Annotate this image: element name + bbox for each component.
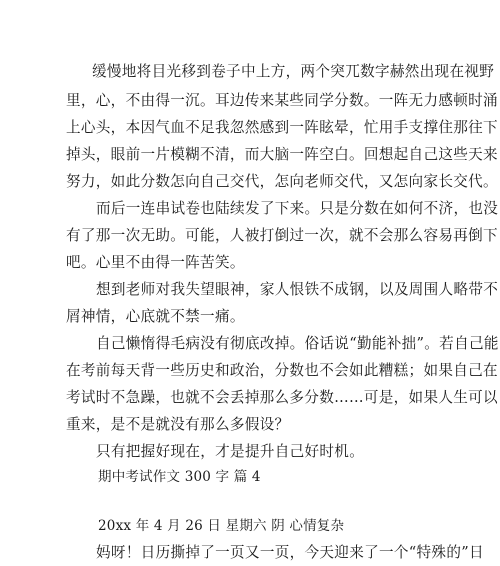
paragraph-line: 吧。心里不由得一阵苦笑。 xyxy=(66,254,245,271)
paragraph-line: 努力，如此分数怎向自己交代，怎向老师交代，又怎向家长交代。 xyxy=(66,173,498,190)
paragraph-line: 自己懒惰得毛病没有彻底改掉。俗话说“勤能补拙”。若自己能 xyxy=(96,335,499,352)
paragraph-line: 掉头，眼前一片模糊不清，而大脑一阵空白。回想起自己这些天来 xyxy=(66,146,498,163)
paragraph-line: 而后一连串试卷也陆续发了下来。只是分数在如何不济，也没 xyxy=(96,200,499,217)
paragraph-line: 缓慢地将目光移到卷子中上方，两个突兀数字赫然出现在视野 xyxy=(92,63,495,80)
paragraph-line: 想到老师对我失望眼神，家人恨铁不成钢，以及周围人略带不 xyxy=(96,281,499,298)
paragraph-line: 上心头，本因气血不足我忽然感到一阵眩晕，忙用手支撑住那往下 xyxy=(66,119,498,136)
date-line: 20xx 年 4 月 26 日 星期六 阴 心情复杂 xyxy=(98,518,345,534)
paragraph-line: 里，心，不由得一沉。耳边传来某些同学分数。一阵无力感顿时涌 xyxy=(66,92,498,109)
paragraph-line: 妈呀！日历撕掉了一页又一页，今天迎来了一个“特殊的”日 xyxy=(96,544,484,561)
paragraph-line: 有了那一次无助。可能，人被打倒过一次，就不会那么容易再倒下 xyxy=(66,227,498,244)
paragraph-line: 在考前每天背一些历史和政治，分数也不会如此糟糕；如果自己在 xyxy=(66,362,498,379)
paragraph-line: 重来，是不是就没有那么多假设？ xyxy=(66,416,290,433)
paragraph-line: 考试时不急躁，也就不会丢掉那么多分数……可是，如果人生可以 xyxy=(66,389,498,406)
paragraph-line: 只有把握好现在，才是提升自己好时机。 xyxy=(96,443,365,460)
paragraph-line: 屑神情，心底就不禁一痛。 xyxy=(66,308,245,325)
section-heading: 期中考试作文 300 字 篇 4 xyxy=(98,469,261,485)
